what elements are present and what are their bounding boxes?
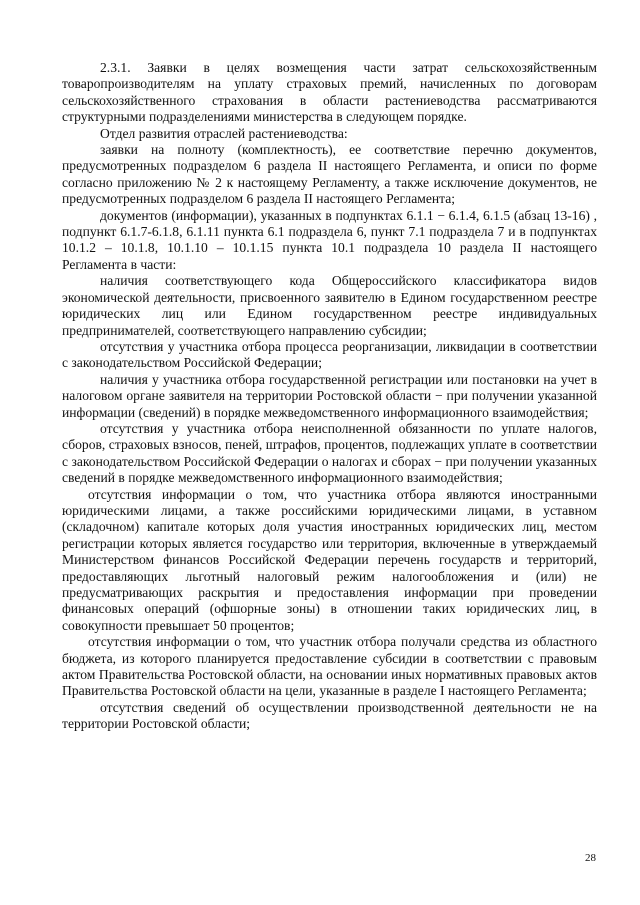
paragraph-reorganization: отсутствия у участника отбора процесса реорганизации, ликвидации в соответствии с законодательством Российской Федерации; [62, 338, 597, 371]
paragraph-completeness: заявки на полноту (комплектность), ее соответствие перечню документов, предусмотренных подразделом 6 раздела II настоящего Регламента, и описи по форме согласно приложению № 2 к настоящему Регламенту, а также исключение документов, не предусмотренных подразделом 6 раздела II настоящего Регламента; [62, 142, 597, 207]
paragraph-2-3-1: 2.3.1. Заявки в целях возмещения части затрат сельскохозяйственным товаропроизводителям на уплату страховых премий, начисленных по договорам сельскохозяйственного страхования в области растениеводства рассматриваются структурными подразделениями министерства в следующем порядке. [62, 60, 597, 125]
paragraph-documents: документов (информации), указанных в подпунктах 6.1.1 − 6.1.4, 6.1.5 (абзац 13-16) , подпункт 6.1.7-6.1.8, 6.1.11 пункта 6.1 подраздела 6, пункт 7.1 подраздела 7 и в подпунктах 10.1.2 – 10.1.8, 10.1.10 – 10.1.15 пункта 10.1 подраздела 10 раздела II настоящего Регламента в части: [62, 207, 597, 272]
paragraph-okved-code: наличия соответствующего кода Общероссийского классификатора видов экономической деятельности, присвоенного заявителю в Едином государственном реестре юридических лиц или Едином государственном реестре индивидуальных предпринимателей, соответствующего направлению субсидии; [62, 273, 597, 338]
paragraph-regional-budget: отсутствия информации о том, что участник отбора получали средства из областного бюджета, из которого планируется предоставление субсидии в соответствии с правовым актом Правительства Ростовской области, на основании иных нормативных правовых актов Правительства Ростовской области на цели, указанные в разделе I настоящего Регламента; [62, 634, 597, 699]
paragraph-production-territory: отсутствия сведений об осуществлении производственной деятельности не на территории Ростовской области; [62, 699, 597, 732]
paragraph-foreign-entities: отсутствия информации о том, что участника отбора являются иностранными юридическими лицами, а также российскими юридическими лицами, в уставном (складочном) капитале которых доля участия иностранных юридических лиц, местом регистрации которых является государство или территория, включенные в утверждаемый Министерством финансов Российской Федерации перечень государств и территорий, предоставляющих льготный налоговый режим налогообложения и (или) не предусматривающих раскрытия и предоставления информации при проведении финансовых операций (офшорные зоны) в отношении таких юридических лиц, в совокупности превышает 50 процентов; [62, 486, 597, 633]
paragraph-department: Отдел развития отраслей растениеводства: [100, 125, 348, 141]
document-body [62, 60, 597, 733]
page-number: 28 [585, 852, 596, 864]
paragraph-tax-obligations: отсутствия у участника отбора неисполненной обязанности по уплате налогов, сборов, страховых взносов, пеней, штрафов, процентов, подлежащих уплате в соответствии с законодательством Российской Федерации о налогах и сборах − при получении указанных сведений в порядке межведомственного информационного взаимодействия; [62, 420, 597, 486]
paragraph-registration: наличия у участника отбора государственной регистрации или постановки на учет в налоговом органе заявителя на территории Ростовской области − при получении указанной информации (сведений) в порядке межведомственного информационного взаимодействия; [62, 371, 597, 420]
